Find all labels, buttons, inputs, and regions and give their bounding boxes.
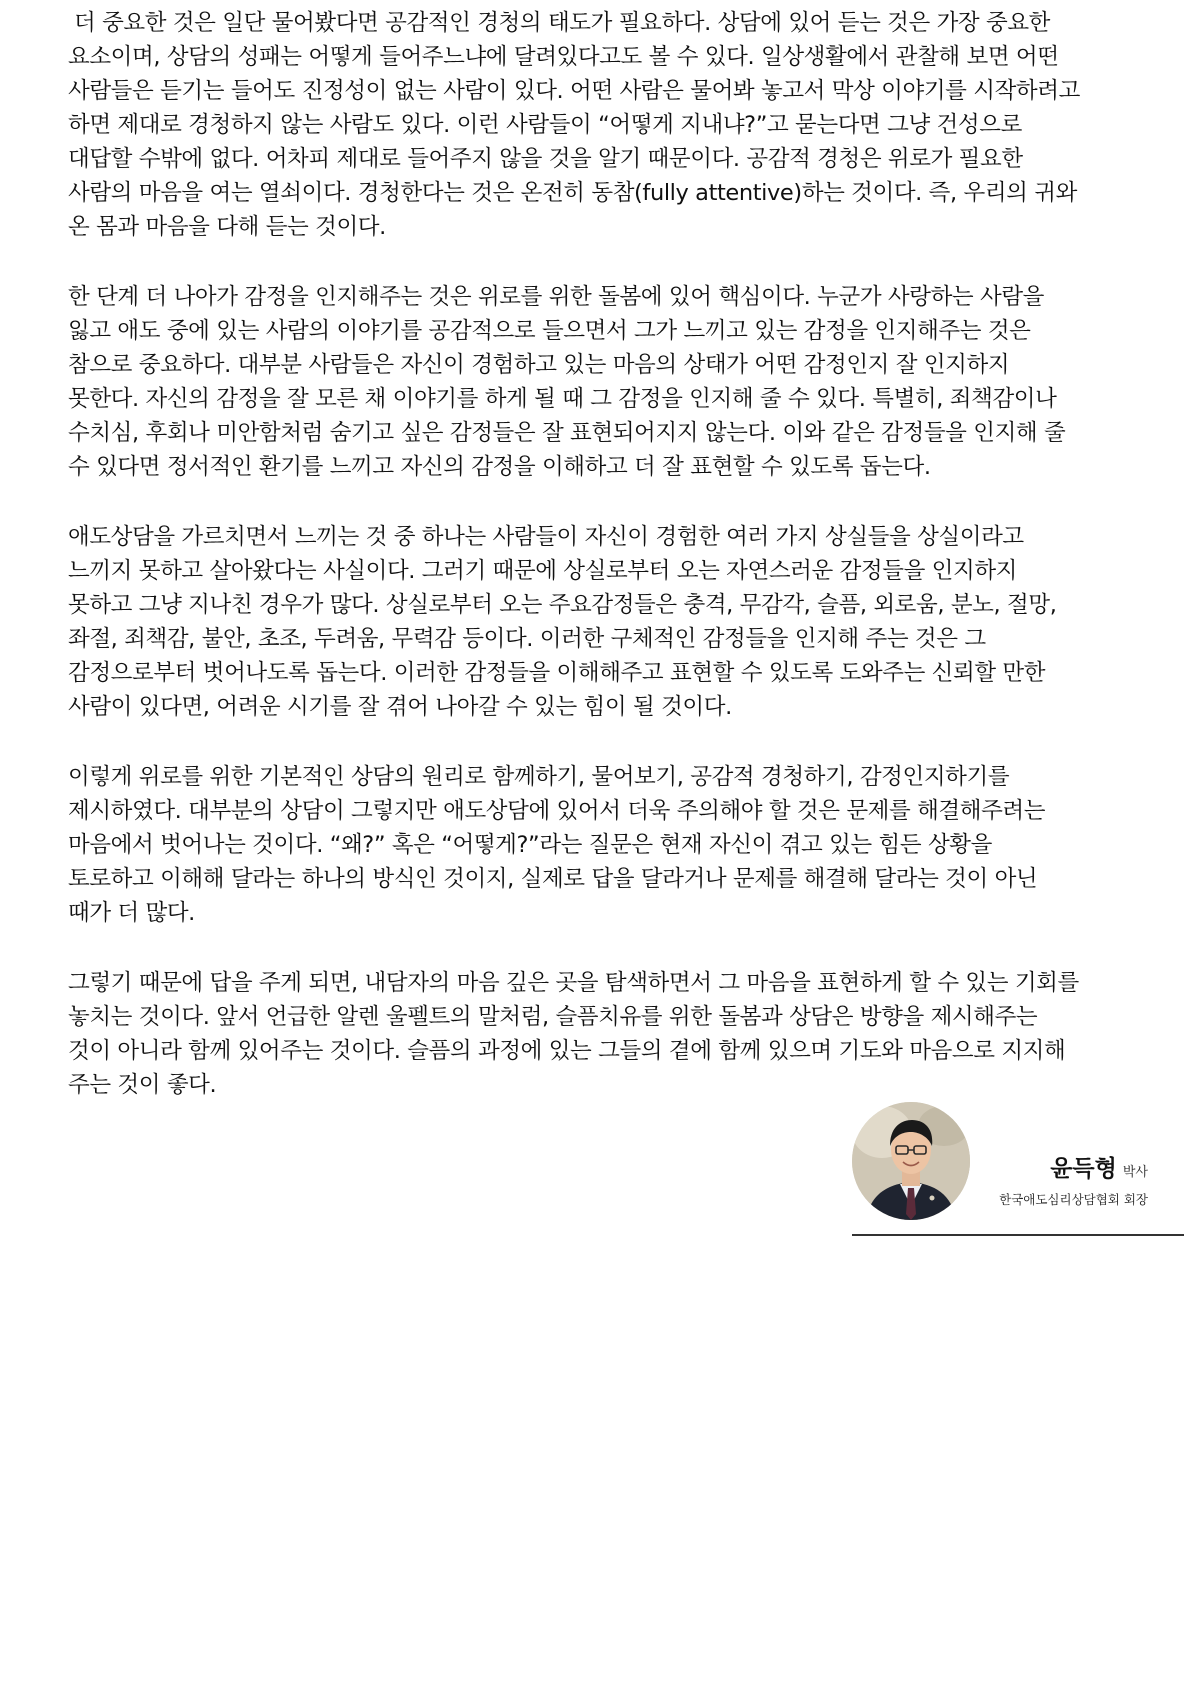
author-portrait-icon bbox=[852, 1102, 970, 1220]
paragraph-emotion-recognition: 한 단계 더 나아가 감정을 인지해주는 것은 위로를 위한 돌봄에 있어 핵심이다. 누군가 사랑하는 사람을 잃고 애도 중에 있는 사람의 이야기를 공감적으로 들으면서 그가 느끼고 있는 감정을 인지해주는 것은 참으로 중요하다. 대부분 사람들은 자신이 경험하고 있는 마음의 상태가 어떤 감정인지 잘 인지하지 못한다. 자신의 감정을 잘 모른 채 이야기를 하게 될 때 그 감정을 인지해 줄 수 있다. 특별히, 죄책감이나 수치심, 후회나 미안함처럼 숨기고 싶은 감정들은 잘 표현되어지지 않는다. 이와 같은 감정들을 인지해 줄 수 있다면 정서적인 환기를 느끼고 자신의 감정을 이해하고 더 잘 표현할 수 있도록 돕는다. bbox=[68, 284, 1066, 480]
author-signature bbox=[852, 1098, 1188, 1236]
paragraph-counseling-principles: 이렇게 위로를 위한 기본적인 상담의 원리로 함께하기, 물어보기, 공감적 경청하기, 감정인지하기를 제시하였다. 대부분의 상담이 그렇지만 애도상담에 있어서 더욱 주의해야 할 것은 문제를 해결해주려는 마음에서 벗어나는 것이다. “왜?” 혹은 “어떻게?”라는 질문은 현재 자신이 겪고 있는 힘든 상황을 토로하고 이해해 달라는 하나의 방식인 것이지, 실제로 답을 달라거나 문제를 해결해 달라는 것이 아닌 때가 더 많다. bbox=[68, 764, 1046, 926]
paragraph-empathic-listening: 더 중요한 것은 일단 물어봤다면 공감적인 경청의 태도가 필요하다. 상담에 있어 듣는 것은 가장 중요한 요소이며, 상담의 성패는 어떻게 들어주느냐에 달려있다고도 볼 수 있다. 일상생활에서 관찰해 보면 어떤 사람들은 듣기는 들어도 진정성이 없는 사람이 있다. 어떤 사람은 물어봐 놓고서 막상 이야기를 시작하려고 하면 제대로 경청하지 않는 사람도 있다. 이런 사람들이 “어떻게 지내냐?”고 묻는다면 그냥 건성으로 대답할 수밖에 없다. 어차피 제대로 들어주지 않을 것을 알기 때문이다. 공감적 경청은 위로가 필요한 사람의 마음을 여는 열쇠이다. 경청한다는 것은 온전히 동참(fully attentive)하는 것이다. 즉, 우리의 귀와 온 몸과 마음을 다해 듣는 것이다. bbox=[68, 10, 1080, 240]
article-body bbox=[68, 6, 1083, 1138]
paragraph-loss-emotions: 애도상담을 가르치면서 느끼는 것 중 하나는 사람들이 자신이 경험한 여러 가지 상실들을 상실이라고 느끼지 못하고 살아왔다는 사실이다. 그러기 때문에 상실로부터 오는 자연스러운 감정들을 인지하지 못하고 그냥 지나친 경우가 많다. 상실로부터 오는 주요감정들은 충격, 무감각, 슬픔, 외로움, 분노, 절망, 좌절, 죄책감, 불안, 초조, 두려움, 무력감 등이다. 이러한 구체적인 감정들을 인지해 주는 것은 그 감정으로부터 벗어나도록 돕는다. 이러한 감정들을 이해해주고 표현할 수 있도록 도와주는 신뢰할 만한 사람이 있다면, 어려운 시기를 잘 겪어 나아갈 수 있는 힘이 될 것이다. bbox=[68, 524, 1057, 720]
author-avatar bbox=[852, 1102, 970, 1220]
paragraph-being-present: 그렇기 때문에 답을 주게 되면, 내담자의 마음 깊은 곳을 탐색하면서 그 마음을 표현하게 할 수 있는 기회를 놓치는 것이다. 앞서 언급한 알렌 울펠트의 말처럼, 슬픔치유를 위한 돌봄과 상담은 방향을 제시해주는 것이 아니라 함께 있어주는 것이다. 슬픔의 과정에 있는 그들의 곁에 함께 있으며 기도와 마음으로 지지해 주는 것이 좋다. bbox=[68, 970, 1079, 1098]
author-name: 윤득형 bbox=[1050, 1156, 1117, 1182]
author-name-row bbox=[1050, 1150, 1148, 1183]
author-divider bbox=[852, 1234, 1184, 1236]
author-affiliation: 한국애도심리상담협회 회장 bbox=[999, 1192, 1148, 1207]
author-title: 박사 bbox=[1122, 1165, 1148, 1180]
